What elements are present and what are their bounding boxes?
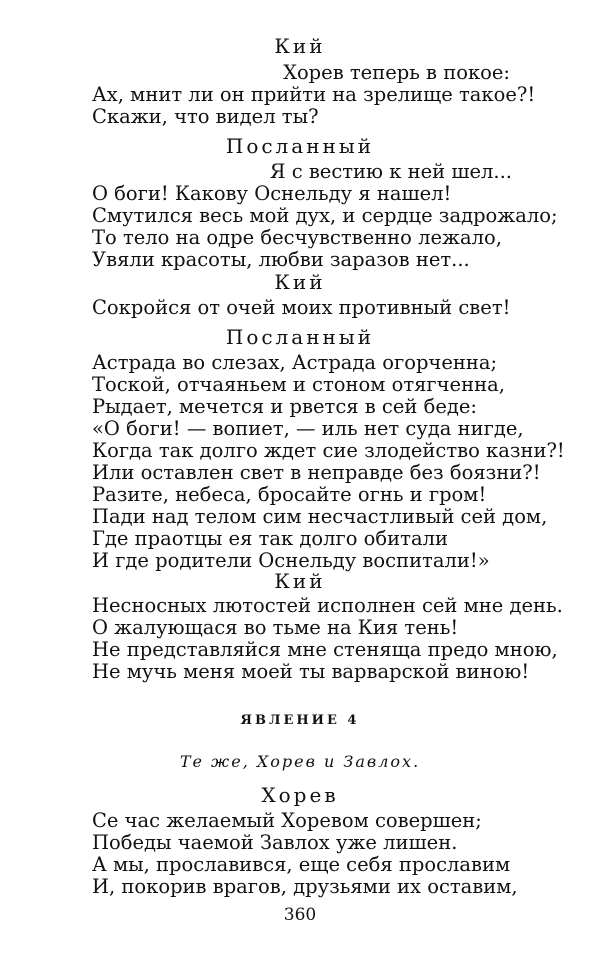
verse-line: И где родители Оснельду воспитали!» [92,549,490,572]
speaker-name: Кий [274,569,326,593]
verse-line: То тело на одре бесчувственно лежало, [92,226,502,249]
verse-line: Разите, небеса, бросайте огнь и гром! [92,483,487,506]
verse-line: А мы, прославився, еще себя прославим [92,853,511,876]
verse-line: Астрада во слезах, Астрада огорченна; [92,351,498,374]
verse-line: Тоской, отчаяньем и стоном отягченна, [92,373,505,396]
verse-line: И, покорив врагов, друзьями их оставим, [92,875,518,898]
verse-line: Несносных лютостей исполнен сей мне день. [92,594,563,617]
verse-line: Когда так долго ждет сие злодейство казни?! [92,439,565,462]
verse-line: Не мучь меня моей ты варварской виною! [92,660,530,683]
page-number: 360 [283,905,317,925]
speaker-name: Кий [274,34,326,58]
speaker-name: Посланный [225,134,375,158]
stage-direction: Те же, Хорев и Завлох. [179,752,421,771]
verse-line: Не представляйся мне стеняща предо мною, [92,638,558,661]
verse-line: «О боги! — вопиет, — иль нет суда нигде, [92,417,524,440]
speaker-name: Посланный [225,325,375,349]
verse-line: Увяли красоты, любви заразов нет... [92,248,470,271]
verse-line: Ах, мнит ли он прийти на зрелище такое?! [92,83,536,106]
verse-line: Се час желаемый Хоревом совершен; [92,809,482,832]
verse-line: Где праотцы ея так долго обитали [92,527,448,550]
verse-line: Я с вестию к ней шел... [269,160,512,183]
verse-line: Или оставлен свет в неправде без боязни?! [92,461,541,484]
speaker-name: Кий [274,270,326,294]
verse-line: О жалующася во тьме на Кия тень! [92,616,459,639]
verse-line: Скажи, что видел ты? [92,105,319,128]
verse-line: Победы чаемой Завлох уже лишен. [92,831,458,854]
scene-heading: ЯВЛЕНИЕ 4 [240,713,360,728]
verse-line: Рыдает, мечется и рвется в сей беде: [92,395,477,418]
verse-line: О боги! Какову Оснельду я нашел! [92,182,452,205]
verse-line: Хорев теперь в покое: [283,61,510,84]
verse-line: Сокройся от очей моих противный свет! [92,296,511,319]
verse-line: Смутился весь мой дух, и сердце задрожало; [92,204,558,227]
speaker-name: Хорев [261,783,339,807]
verse-line: Пади над телом сим несчастливый сей дом, [92,505,548,528]
